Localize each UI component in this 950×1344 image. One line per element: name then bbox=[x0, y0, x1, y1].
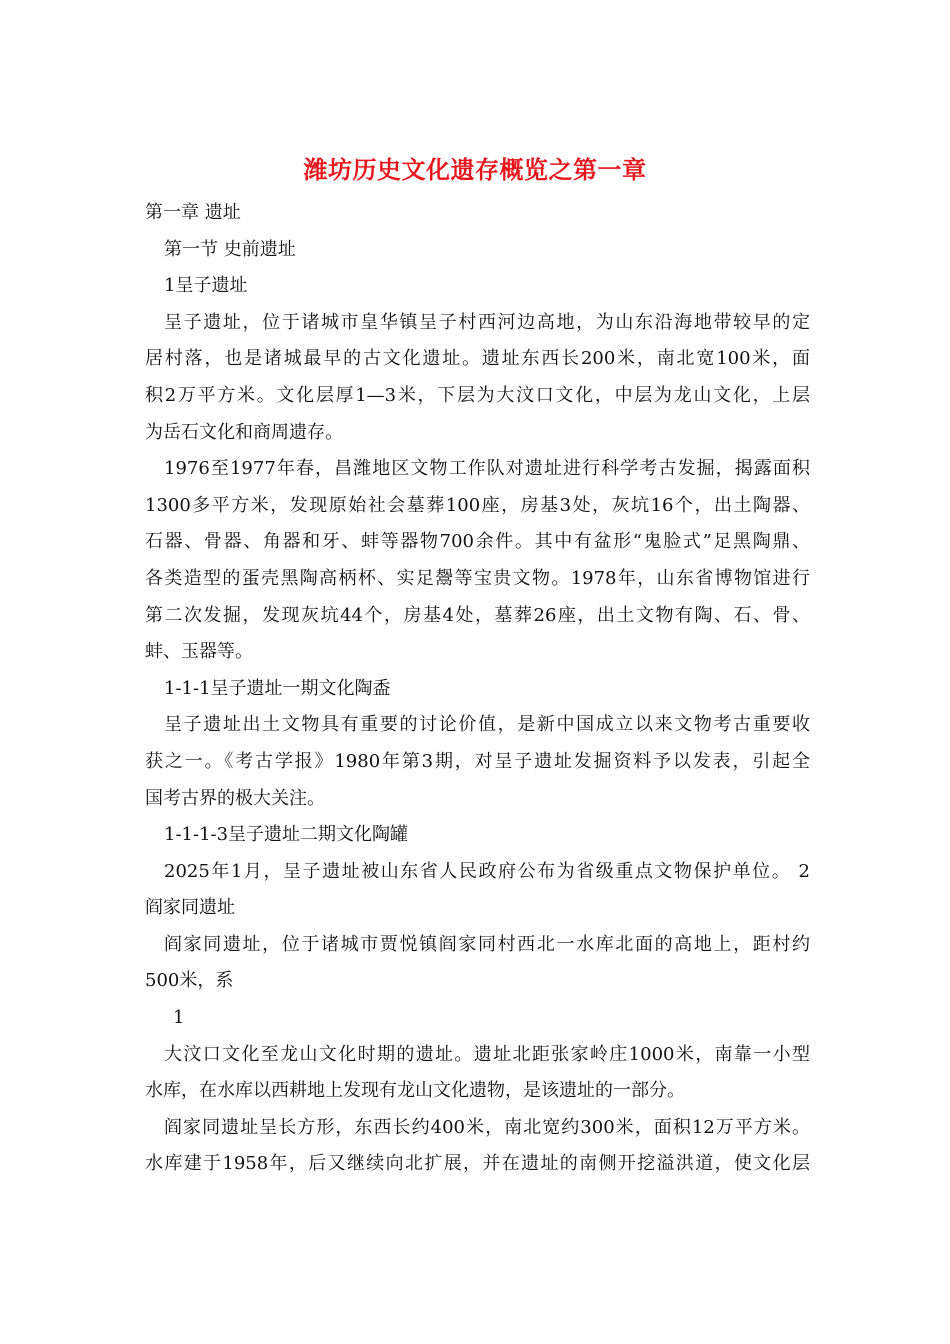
text-line: 第一节 史前遗址 bbox=[164, 238, 296, 260]
text-line: 积2万平方米。文化层厚1—3米，下层为大汶口文化，中层为龙山文化，上层 bbox=[145, 384, 810, 406]
text-line: 水库，在水库以西耕地上发现有龙山文化遗物，是该遗址的一部分。 bbox=[145, 1080, 685, 1102]
text-line: 1呈子遗址 bbox=[164, 275, 248, 297]
text-line: 呈子遗址出土文物具有重要的讨论价值，是新中国成立以来文物考古重要收 bbox=[164, 714, 810, 736]
text-line: 1-1-1-3呈子遗址二期文化陶罐 bbox=[164, 824, 409, 846]
text-line: 阎家同遗址呈长方形，东西长约400米，南北宽约300米，面积12万平方米。 bbox=[164, 1116, 810, 1138]
text-line: 为岳石文化和商周遗存。 bbox=[145, 421, 343, 443]
text-line: 第二次发掘，发现灰坑44个，房基4处，墓葬26座，出土文物有陶、石、骨、 bbox=[145, 604, 810, 626]
text-line: 水库建于1958年，后又继续向北扩展，并在遗址的南侧开挖溢洪道，使文化层 bbox=[145, 1153, 810, 1175]
text-line: 大汶口文化至龙山文化时期的遗址。遗址北距张家岭庄1000米，南靠一小型 bbox=[164, 1043, 810, 1065]
text-line: 居村落，也是诸城最早的古文化遗址。遗址东西长200米，南北宽100米，面 bbox=[145, 348, 810, 370]
text-line: 阎家同遗址，位于诸城市贾悦镇阎家同村西北一水库北面的高地上，距村约 bbox=[164, 933, 810, 955]
text-line: 各类造型的蛋壳黑陶高柄杯、实足鬶等宝贵文物。1978年，山东省博物馆进行 bbox=[145, 567, 810, 589]
text-line: 获之一。《考古学报》1980年第3期，对呈子遗址发掘资料予以发表，引起全 bbox=[145, 750, 810, 772]
text-line: 1-1-1呈子遗址一期文化陶盉 bbox=[164, 677, 391, 699]
document-title: 潍坊历史文化遗存概览之第一章 bbox=[303, 155, 647, 184]
text-line: 1976至1977年春，昌潍地区文物工作队对遗址进行科学考古发掘，揭露面积 bbox=[164, 458, 810, 480]
text-line: 2025年1月，呈子遗址被山东省人民政府公布为省级重点文物保护单位。 2 bbox=[164, 860, 810, 882]
text-line: 石器、骨器、角器和牙、蚌等器物700余件。其中有盆形“鬼脸式”足黑陶鼎、 bbox=[145, 531, 810, 553]
text-line: 1 bbox=[173, 1007, 185, 1029]
text-line: 500米，系 bbox=[145, 970, 234, 992]
text-line: 蚌、玉器等。 bbox=[145, 641, 253, 663]
text-line: 国考古界的极大关注。 bbox=[145, 787, 325, 809]
text-line: 1300多平方米，发现原始社会墓葬100座，房基3处，灰坑16个，出土陶器、 bbox=[145, 494, 810, 516]
text-line: 第一章 遗址 bbox=[145, 202, 241, 223]
text-line: 呈子遗址，位于诸城市皇华镇呈子村西河边高地，为山东沿海地带较早的定 bbox=[164, 311, 810, 333]
text-line: 阎家同遗址 bbox=[145, 897, 235, 919]
document-body bbox=[145, 195, 810, 1183]
